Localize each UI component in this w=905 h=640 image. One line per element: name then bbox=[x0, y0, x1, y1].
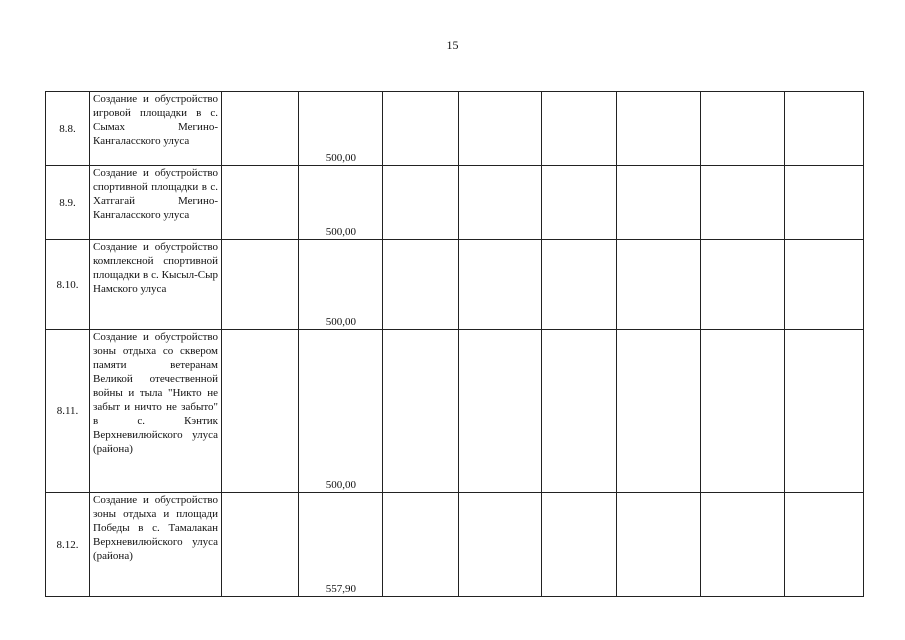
row-number: 8.12. bbox=[46, 493, 90, 597]
row-description: Создание и обустройство зоны отдыха со сквером памяти ветеранам Великой отечественной войны и тыла "Никто не забыт и ничто не забыто" в с. Кэнтик Верхневилюйского улуса (района) bbox=[90, 330, 222, 493]
empty-cell bbox=[222, 92, 299, 166]
empty-cell bbox=[617, 330, 701, 493]
row-description: Создание и обустройство игровой площадки в с. Сымах Мегино-Кангаласского улуса bbox=[90, 92, 222, 166]
empty-cell bbox=[701, 166, 785, 240]
empty-cell bbox=[785, 493, 864, 597]
budget-table bbox=[45, 91, 864, 597]
empty-cell bbox=[617, 166, 701, 240]
table-row bbox=[46, 166, 864, 240]
table-row bbox=[46, 240, 864, 330]
empty-cell bbox=[383, 92, 459, 166]
empty-cell bbox=[459, 240, 542, 330]
empty-cell bbox=[701, 493, 785, 597]
empty-cell bbox=[785, 166, 864, 240]
empty-cell bbox=[383, 493, 459, 597]
table-row bbox=[46, 330, 864, 493]
empty-cell bbox=[617, 240, 701, 330]
empty-cell bbox=[383, 330, 459, 493]
row-amount: 500,00 bbox=[299, 92, 383, 166]
row-description: Создание и обустройство спортивной площадки в с. Хатгагай Мегино-Кангаласского улуса bbox=[90, 166, 222, 240]
empty-cell bbox=[785, 240, 864, 330]
empty-cell bbox=[222, 166, 299, 240]
empty-cell bbox=[459, 92, 542, 166]
empty-cell bbox=[383, 166, 459, 240]
empty-cell bbox=[542, 92, 617, 166]
empty-cell bbox=[701, 92, 785, 166]
row-amount: 500,00 bbox=[299, 330, 383, 493]
row-amount: 500,00 bbox=[299, 240, 383, 330]
empty-cell bbox=[459, 166, 542, 240]
empty-cell bbox=[542, 166, 617, 240]
table-row bbox=[46, 493, 864, 597]
table-body bbox=[46, 92, 864, 597]
page-number: 15 bbox=[446, 38, 459, 52]
empty-cell bbox=[617, 92, 701, 166]
empty-cell bbox=[222, 493, 299, 597]
row-number: 8.11. bbox=[46, 330, 90, 493]
row-number: 8.10. bbox=[46, 240, 90, 330]
empty-cell bbox=[617, 493, 701, 597]
empty-cell bbox=[542, 240, 617, 330]
empty-cell bbox=[222, 240, 299, 330]
empty-cell bbox=[383, 240, 459, 330]
empty-cell bbox=[785, 92, 864, 166]
empty-cell bbox=[459, 493, 542, 597]
row-amount: 557,90 bbox=[299, 493, 383, 597]
row-amount: 500,00 bbox=[299, 166, 383, 240]
row-description: Создание и обустройство зоны отдыха и площади Победы в с. Тамалакан Верхневилюйского улуса (района) bbox=[90, 493, 222, 597]
empty-cell bbox=[542, 330, 617, 493]
empty-cell bbox=[459, 330, 542, 493]
empty-cell bbox=[701, 240, 785, 330]
row-description: Создание и обустройство комплексной спортивной площадки в с. Кысыл-Сыр Намского улуса bbox=[90, 240, 222, 330]
row-number: 8.8. bbox=[46, 92, 90, 166]
empty-cell bbox=[542, 493, 617, 597]
empty-cell bbox=[701, 330, 785, 493]
empty-cell bbox=[785, 330, 864, 493]
table-row bbox=[46, 92, 864, 166]
empty-cell bbox=[222, 330, 299, 493]
row-number: 8.9. bbox=[46, 166, 90, 240]
